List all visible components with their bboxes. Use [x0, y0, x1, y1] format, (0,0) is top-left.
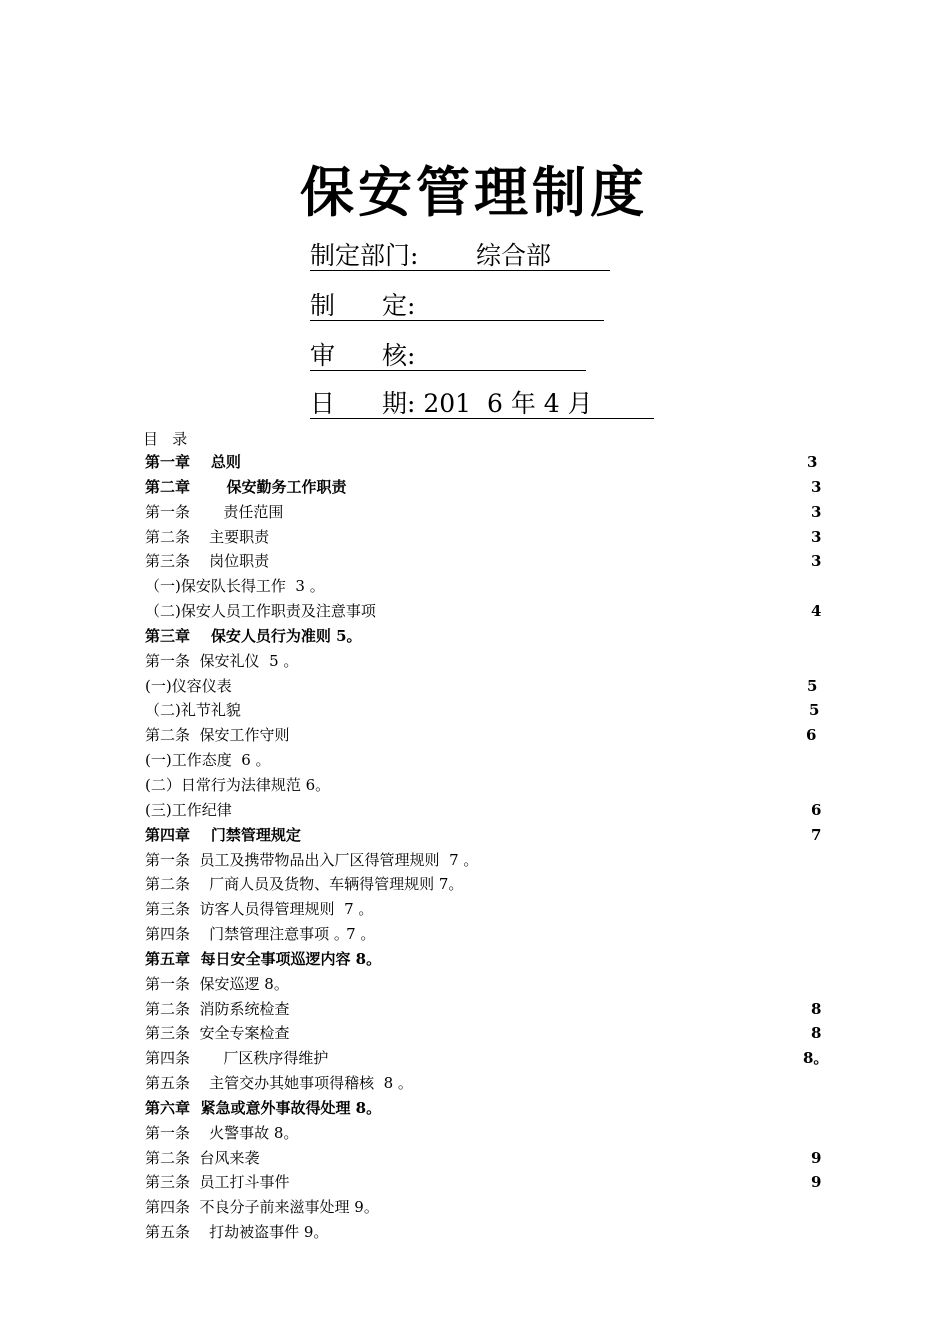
toc-row	[145, 1121, 825, 1146]
toc-entry-page: 6	[806, 726, 817, 745]
toc-row	[145, 1195, 825, 1220]
toc-entry-title: 第四章 门禁管理规定	[145, 825, 301, 844]
toc-entry-title: （一)保安队长得工作 3 ｡	[145, 577, 318, 596]
meta-made-by-label-2: 定:	[382, 291, 416, 320]
toc-entry-title: 第二条 台风来袭	[145, 1148, 260, 1167]
toc-entry-page: 3	[811, 552, 822, 571]
toc-entry-page: 8｡	[803, 1049, 821, 1068]
toc-entry-title: 第一条 保安礼仪 5 ｡	[145, 651, 291, 670]
toc-entry-title: 第四条 门禁管理注意事项 ｡ 7 ｡	[145, 925, 368, 944]
toc-entry-title: (三)工作纪律	[145, 800, 232, 819]
toc-row	[145, 897, 825, 922]
toc-entry-page: 9	[811, 1148, 822, 1167]
toc-header-text: 目 录	[143, 430, 188, 448]
meta-date-label-1: 日	[310, 389, 336, 418]
toc-entry-title: 第三条 员工打斗事件	[145, 1173, 290, 1192]
toc-entry-title: 第二条 厂商人员及货物、车辆得管理规则 7｡	[145, 875, 456, 894]
toc-entry-title: 第二条 保安工作守则	[145, 726, 290, 745]
toc-entry-title: 第四条 厂区秩序得维护	[145, 1049, 329, 1068]
toc-entry-page: 3	[811, 527, 822, 546]
toc-row	[145, 698, 825, 723]
toc-row	[145, 1170, 825, 1195]
toc-entry-page: 8	[811, 999, 822, 1018]
toc-row	[145, 872, 825, 897]
table-of-contents	[145, 450, 825, 1245]
toc-row	[145, 599, 825, 624]
toc-row	[145, 972, 825, 997]
toc-entry-title: (一)仪容仪表	[145, 676, 232, 695]
toc-row	[145, 823, 825, 848]
toc-entry-title: 第五章 每日安全事项巡逻内容 8｡	[145, 949, 374, 968]
toc-row	[145, 773, 825, 798]
toc-row	[145, 798, 825, 823]
toc-entry-title: 第二条 消防系统检查	[145, 999, 290, 1018]
meta-date	[310, 384, 654, 419]
toc-row	[145, 624, 825, 649]
toc-entry-title: 第三条 访客人员得管理规则 7 ｡	[145, 900, 366, 919]
toc-entry-title: 第二章 保安勤务工作职责	[145, 477, 347, 496]
toc-entry-page: 5	[809, 701, 820, 720]
toc-row	[145, 848, 825, 873]
toc-entry-title: 第一条 员工及携带物品出入厂区得管理规则 7 ｡	[145, 850, 471, 869]
toc-entry-title: 第三章 保安人员行为准则 5｡	[145, 626, 355, 645]
meta-date-label-2: 期: 201 6 年 4 月	[382, 389, 593, 418]
toc-entry-title: (一)工作态度 6 ｡	[145, 751, 264, 770]
meta-department-value: 综合部	[476, 241, 552, 270]
toc-entry-page: 9	[811, 1173, 822, 1192]
toc-row	[145, 649, 825, 674]
document-title: 保安管理制度	[300, 160, 648, 224]
meta-reviewed-by-label-1: 审	[310, 341, 336, 370]
toc-entry-title: 第一章 总则	[145, 453, 241, 471]
toc-entry-title: 第三条 安全专案检查	[145, 1024, 290, 1043]
toc-entry-title: 第一条 责任范围	[145, 502, 284, 521]
meta-reviewed-by-label-2: 核:	[382, 341, 416, 370]
toc-entry-page: 3	[811, 502, 822, 521]
toc-row	[145, 997, 825, 1022]
toc-row	[145, 723, 825, 748]
toc-row	[145, 1021, 825, 1046]
toc-entry-title: (二）日常行为法律规范 6｡	[145, 775, 323, 794]
toc-row	[145, 922, 825, 947]
toc-row	[145, 1071, 825, 1096]
toc-entry-title: （二)礼节礼貌	[145, 701, 241, 720]
toc-entry-title: 第四条 不良分子前来滋事处理 9｡	[145, 1198, 372, 1217]
toc-entry-title: 第六章 紧急或意外事故得处理 8｡	[145, 1098, 374, 1117]
toc-entry-page: 5	[807, 676, 818, 695]
toc-row	[145, 574, 825, 599]
toc-entry-title: 第一条 火警事故 8｡	[145, 1123, 291, 1142]
toc-entry-title: （二)保安人员工作职责及注意事项	[145, 602, 376, 621]
toc-entry-page: 3	[807, 453, 818, 471]
toc-row	[145, 947, 825, 972]
toc-entry-page: 7	[811, 825, 822, 844]
meta-reviewed-by	[310, 336, 586, 371]
toc-entry-title: 第五条 主管交办其她事项得稽核 8 ｡	[145, 1074, 406, 1093]
toc-entry-title: 第五条 打劫被盗事件 9｡	[145, 1223, 321, 1242]
toc-row	[145, 500, 825, 525]
toc-row	[145, 1220, 825, 1245]
toc-entry-page: 3	[811, 477, 822, 496]
meta-made-by-label-1: 制	[310, 291, 336, 320]
toc-entry-page: 6	[811, 800, 822, 819]
toc-row	[145, 1096, 825, 1121]
toc-entry-page: 8	[811, 1024, 822, 1043]
toc-entry-page: 4	[811, 602, 822, 621]
toc-row	[145, 475, 825, 500]
toc-entry-title: 第二条 主要职责	[145, 527, 270, 546]
toc-row	[145, 1146, 825, 1171]
toc-row	[145, 1046, 825, 1071]
meta-made-by	[310, 286, 604, 321]
toc-header	[143, 428, 187, 449]
toc-entry-title: 第一条 保安巡逻 8｡	[145, 974, 282, 993]
toc-row	[145, 549, 825, 574]
toc-entry-title: 第三条 岗位职责	[145, 552, 270, 571]
toc-row	[145, 450, 825, 475]
meta-department-label: 制定部门:	[310, 241, 419, 270]
meta-department	[310, 236, 610, 271]
toc-row	[145, 525, 825, 550]
toc-row	[145, 674, 825, 699]
toc-row	[145, 748, 825, 773]
